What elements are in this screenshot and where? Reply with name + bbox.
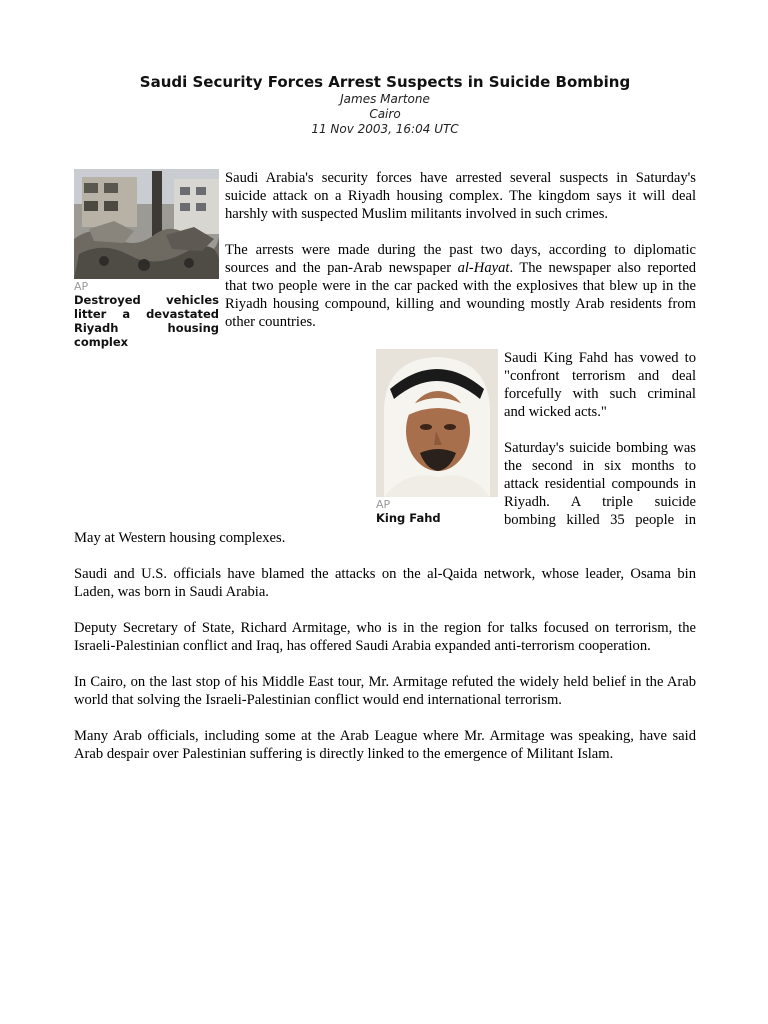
figure-king-fahd <box>376 349 498 525</box>
paragraph-text: . The newspaper also reported that two people were in the car packed with the explosives that blew up in the Riyadh housing compound, killing and wounding mostly Arab residents from other countries. <box>225 260 696 330</box>
photo-caption: King Fahd <box>376 511 441 525</box>
figure-destroyed-vehicles <box>74 169 219 349</box>
paragraph: Deputy Secretary of State, Richard Armitage, who is in the region for talks focused on terrorism, the Israeli-Palestinian conflict and Iraq, has offered Saudi Arabia expanded anti-terrorism cooperation. <box>74 620 696 654</box>
article-title: Saudi Security Forces Arrest Suspects in Suicide Bombing <box>139 73 631 91</box>
paragraph-text: The arrests were made during the past two days, according to diplomatic sources and the pan-Arab newspaper <box>225 242 696 276</box>
paragraph: Saturday's suicide bombing was the second in six months to attack residential compounds in Riyadh. A triple suicide bombing killed 35 people in May at Western housing complexes. <box>74 440 696 546</box>
document-page <box>74 0 696 781</box>
paragraph: Saudi King Fahd has vowed to "confront terrorism and deal forcefully with such criminal and wicked acts." <box>504 350 696 420</box>
article-location: Cairo <box>369 107 401 121</box>
paragraph: Many Arab officials, including some at the Arab League where Mr. Armitage was speaking, have said Arab despair over Palestinian suffering is directly linked to the emergence of Militant Islam. <box>74 728 696 762</box>
photo-king-fahd <box>376 349 498 497</box>
article-header <box>74 72 696 137</box>
photo-credit: AP <box>376 498 391 511</box>
newspaper-name: al-Hayat <box>457 260 510 276</box>
paragraph: Saudi Arabia's security forces have arrested several suspects in Saturday's suicide attack on a Riyadh housing complex. The kingdom says it will deal harshly with suspected Muslim militants involved in such crimes. <box>225 170 696 222</box>
article-author: James Martone <box>340 92 430 106</box>
photo-caption: Destroyed vehicles litter a devastated Riyadh housing complex <box>74 293 219 349</box>
article-dateline: 11 Nov 2003, 16:04 UTC <box>311 122 459 136</box>
photo-destroyed-vehicles <box>74 169 219 279</box>
article-body <box>74 169 696 781</box>
photo-credit: AP <box>74 280 89 293</box>
paragraph: In Cairo, on the last stop of his Middle East tour, Mr. Armitage refuted the widely held belief in the Arab world that solving the Israeli-Palestinian conflict would end international terrorism. <box>74 674 696 708</box>
paragraph: Saudi and U.S. officials have blamed the attacks on the al-Qaida network, whose leader, Osama bin Laden, was born in Saudi Arabia. <box>74 566 696 600</box>
